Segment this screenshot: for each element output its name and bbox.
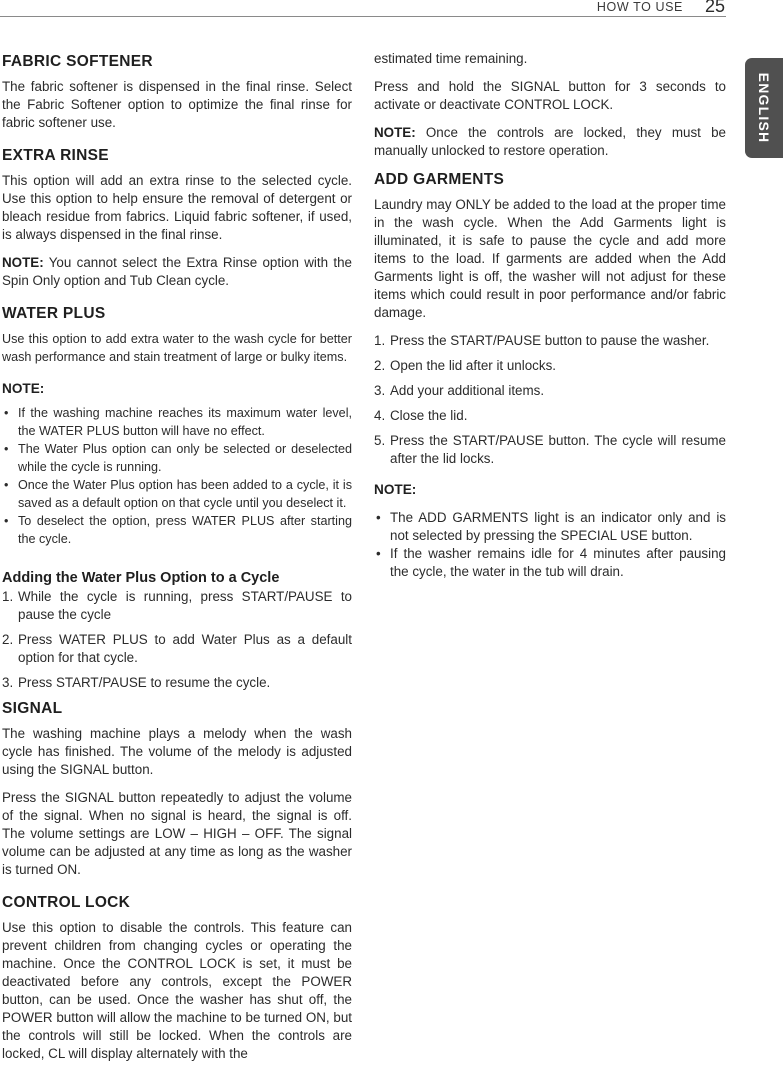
page-header <box>0 0 783 17</box>
step-text: Press START/PAUSE to resume the cycle. <box>18 675 271 690</box>
step-number: 4. <box>374 408 386 423</box>
adding-water-plus-heading: Adding the Water Plus Option to a Cycle <box>2 570 280 586</box>
step-number: 1. <box>374 333 386 348</box>
list-item: • If the washer remains idle for 4 minutes after pausing the cycle, the water in the tub will drain. <box>374 545 726 581</box>
header-section-title: HOW TO USE <box>596 0 683 14</box>
extra-rinse-note <box>2 254 352 290</box>
water-plus-note-list <box>2 404 352 548</box>
note-label: NOTE: <box>374 125 416 140</box>
step-text: Close the lid. <box>390 408 468 423</box>
language-tab-label: ENGLISH <box>756 72 772 144</box>
step-text: Open the lid after it unlocks. <box>390 358 556 373</box>
add-garments-note-list <box>374 509 726 581</box>
extra-rinse-body: This option will add an extra rinse to the selected cycle. Use this option to help ensure the removal of detergent or bleach residue from fabrics. Liquid fabric softener, if used, is always dispensed in the final rinse. <box>2 173 352 242</box>
signal-body-1: The washing machine plays a melody when the wash cycle has finished. The volume of the melody is adjusted using the SIGNAL button. <box>2 726 352 777</box>
control-lock-signal-instruction: Press and hold the SIGNAL button for 3 seconds to activate or deactivate CONTROL LOCK. <box>374 79 726 112</box>
note-text: You cannot select the Extra Rinse option with the Spin Only option and Tub Clean cycle. <box>2 255 352 288</box>
control-lock-continued: estimated time remaining. <box>374 51 528 66</box>
signal-heading: SIGNAL <box>2 700 63 717</box>
fabric-softener-heading: FABRIC SOFTENER <box>2 53 153 70</box>
control-lock-note <box>374 124 726 160</box>
adding-water-plus-steps <box>2 588 352 692</box>
list-item <box>374 332 726 350</box>
list-item <box>2 631 352 667</box>
list-item: • To deselect the option, press WATER PLUS after starting the cycle. <box>2 512 352 548</box>
list-item: • Once the Water Plus option has been added to a cycle, it is saved as a default option on that cycle until you deselect it. <box>2 476 352 512</box>
step-number: 3. <box>2 675 14 690</box>
step-number: 2. <box>374 358 386 373</box>
water-plus-heading: WATER PLUS <box>2 305 106 322</box>
left-column <box>2 52 352 1063</box>
signal-body-2: Press the SIGNAL button repeatedly to adjust the volume of the signal. When no signal is heard, the signal is off. The volume settings are LOW – HIGH – OFF. The signal volume can be adjusted at any time as long as the washer is turned ON. <box>2 790 352 877</box>
note-label: NOTE: <box>2 255 44 270</box>
step-text: Press the START/PAUSE button to pause the washer. <box>390 333 710 348</box>
control-lock-heading: CONTROL LOCK <box>2 894 131 911</box>
list-item: • The Water Plus option can only be selected or deselected while the cycle is running. <box>2 440 352 476</box>
extra-rinse-heading: EXTRA RINSE <box>2 147 109 164</box>
add-garments-body: Laundry may ONLY be added to the load at the proper time in the wash cycle. When the Add Garments light is illuminated, it is safe to pause the cycle and add more items to the load. If garments are added when the Add Garments light is off, the washer will not adjust for these items which could result in poor performance and/or fabric damage. <box>374 197 726 320</box>
add-garments-steps <box>374 332 726 468</box>
step-number: 5. <box>374 433 386 448</box>
note-text: Once the controls are locked, they must be manually unlocked to restore operation. <box>374 125 726 158</box>
step-number: 2. <box>2 632 14 647</box>
list-item: • The ADD GARMENTS light is an indicator only and is not selected by pressing the SPECIAL USE button. <box>374 509 726 545</box>
list-item <box>374 382 726 400</box>
list-item <box>374 407 726 425</box>
header-divider <box>0 16 726 17</box>
right-column <box>374 50 726 581</box>
step-number: 3. <box>374 383 386 398</box>
step-text: Add your additional items. <box>390 383 545 398</box>
step-text: Press WATER PLUS to add Water Plus as a default option for that cycle. <box>18 632 352 665</box>
water-plus-body: Use this option to add extra water to the wash cycle for better wash performance and stain treatment of large or bulky items. <box>2 332 352 364</box>
step-text: While the cycle is running, press START/PAUSE to pause the cycle <box>18 589 352 622</box>
list-item <box>2 588 352 624</box>
list-item: • If the washing machine reaches its maximum water level, the WATER PLUS button will have no effect. <box>2 404 352 440</box>
control-lock-body: Use this option to disable the controls. This feature can prevent children from changing cycles or operating the machine. Once the CONTROL LOCK is set, it must be deactivated before any controls, except the POWER button, can be used. Once the washer has shut off, the POWER button will allow the machine to be turned ON, but the controls will still be locked. When the controls are locked, CL will display alternately with the <box>2 920 352 1061</box>
page-number: 25 <box>704 0 725 16</box>
step-text: Press the START/PAUSE button. The cycle will resume after the lid locks. <box>390 433 726 466</box>
list-item <box>374 357 726 375</box>
water-plus-note-heading: NOTE: <box>2 381 45 396</box>
list-item <box>374 432 726 468</box>
step-number: 1. <box>2 589 14 604</box>
list-item <box>2 674 352 692</box>
language-tab <box>745 58 783 158</box>
add-garments-heading: ADD GARMENTS <box>374 171 505 188</box>
add-garments-note-heading: NOTE: <box>374 482 417 497</box>
fabric-softener-body: The fabric softener is dispensed in the final rinse. Select the Fabric Softener option to optimize the final rinse for fabric softener use. <box>2 79 352 130</box>
